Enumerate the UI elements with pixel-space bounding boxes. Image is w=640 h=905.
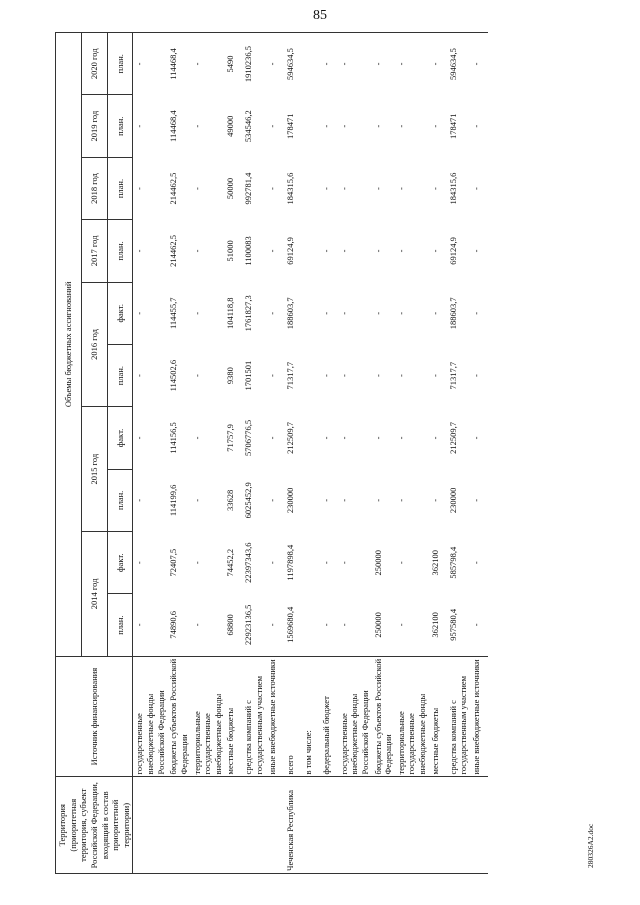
value-cell: -	[338, 33, 372, 96]
value-cell: -	[320, 561, 331, 565]
table-row	[284, 33, 302, 874]
territory-cell	[320, 777, 338, 874]
value-cell: -	[372, 311, 383, 315]
value-cell: 50000	[225, 177, 236, 200]
source-cell: территориальные государственные внебюджетные фонды	[395, 656, 429, 777]
header-territory: Территория (приоритетная территория, субъект Российской Федерации, входящий в состав приоритетной территории)	[56, 777, 133, 874]
table-row	[429, 33, 447, 874]
table-row	[470, 33, 488, 874]
header-plan: план.	[107, 594, 133, 656]
value-cell: -	[470, 561, 481, 565]
value-cell: 114468,4	[168, 110, 179, 142]
table-row	[266, 33, 284, 874]
value-cell: 9380	[225, 367, 236, 385]
value-cell: -	[372, 498, 383, 502]
value-cell: -	[191, 623, 202, 627]
territory-cell	[338, 777, 372, 874]
value-cell: -	[191, 436, 202, 440]
value-cell: -	[134, 374, 145, 378]
value-cell: 188603,7	[284, 297, 295, 330]
value-cell: -	[320, 311, 331, 315]
header-year: 2018 год	[81, 157, 107, 219]
header-volume: Объемы бюджетных ассигнований	[56, 33, 82, 657]
value-cell: -	[395, 623, 406, 627]
value-cell: -	[372, 436, 383, 440]
value-cell: 212509,7	[447, 422, 458, 454]
value-cell: 104118,8	[225, 297, 236, 330]
value-cell: 49000	[225, 115, 236, 137]
value-cell	[302, 594, 320, 656]
territory-cell	[429, 777, 447, 874]
territory-cell: Чеченская Республика	[284, 777, 302, 874]
source-cell: иные внебюджетные источники	[266, 656, 284, 777]
value-cell: -	[470, 124, 481, 128]
value-cell: -	[134, 498, 145, 502]
header-year: 2019 год	[81, 95, 107, 157]
value-cell: 594634,5	[447, 33, 470, 96]
value-cell: 69124,9	[447, 237, 458, 265]
value-cell: 250000	[372, 612, 383, 638]
header-plan: план.	[107, 95, 133, 157]
value-cell: -	[372, 187, 383, 190]
territory-cell	[470, 777, 488, 874]
value-cell: -	[429, 187, 440, 190]
value-cell: -	[266, 33, 284, 96]
value-cell: -	[320, 498, 331, 502]
source-cell: территориальные государственные внебюджетные фонды	[191, 656, 225, 777]
value-cell	[302, 33, 320, 96]
value-cell: -	[470, 33, 488, 96]
value-cell: -	[191, 374, 202, 378]
source-cell: бюджеты субъектов Российской Федерации	[167, 656, 190, 777]
value-cell: 534546,2	[243, 110, 254, 143]
value-cell: -	[338, 374, 349, 378]
value-cell: -	[395, 436, 406, 440]
header-year: 2015 год	[81, 407, 107, 532]
value-cell: -	[266, 561, 277, 565]
table-row	[447, 33, 470, 874]
value-cell: -	[191, 124, 202, 128]
table-row	[372, 33, 395, 874]
value-cell	[302, 220, 320, 282]
table-row	[395, 33, 429, 874]
value-cell: -	[191, 33, 225, 96]
value-cell: -	[429, 33, 447, 96]
header-plan: план.	[107, 344, 133, 406]
value-cell: 74890,6	[168, 611, 179, 639]
value-cell: -	[395, 249, 406, 253]
value-cell: 1100083	[243, 236, 254, 266]
value-cell: -	[266, 623, 277, 627]
header-fact: факт.	[107, 282, 133, 344]
table-row	[133, 33, 167, 874]
value-cell: 114455,7	[168, 297, 179, 330]
value-cell: 230000	[284, 487, 295, 514]
value-cell: -	[470, 374, 481, 378]
value-cell: 72407,5	[168, 548, 179, 577]
value-cell: 22923136,5	[243, 604, 254, 645]
territory-cell	[447, 777, 470, 874]
value-cell: 74452,2	[225, 548, 236, 577]
value-cell: -	[266, 187, 277, 190]
header-year: 2016 год	[81, 282, 107, 407]
header-year: 2017 год	[81, 220, 107, 282]
header-plan: план.	[107, 220, 133, 282]
source-cell: местные бюджеты	[429, 656, 447, 777]
value-cell: -	[372, 374, 383, 378]
value-cell: -	[266, 498, 277, 502]
value-cell: -	[338, 623, 349, 627]
value-cell: 1197898,4	[284, 544, 295, 581]
table-row	[338, 33, 372, 874]
value-cell: 114199,6	[168, 484, 179, 517]
value-cell: 230000	[447, 487, 458, 514]
value-cell: -	[338, 124, 349, 128]
value-cell: -	[266, 249, 277, 253]
value-cell: 188603,7	[447, 297, 458, 330]
value-cell: -	[134, 187, 145, 190]
value-cell: 184315,6	[284, 172, 295, 205]
value-cell	[302, 282, 320, 344]
value-cell: 214462,5	[168, 234, 179, 267]
value-cell: -	[134, 623, 145, 627]
value-cell: 71317,7	[447, 361, 458, 390]
value-cell: 178471	[284, 113, 295, 139]
source-cell: местные бюджеты	[224, 656, 242, 777]
header-plan: план.	[107, 157, 133, 219]
value-cell: 178471	[447, 113, 458, 139]
value-cell: -	[191, 561, 202, 565]
header-plan: план.	[107, 469, 133, 531]
source-cell: в том числе:	[302, 656, 320, 777]
header-fact: факт.	[107, 532, 133, 594]
source-cell: бюджеты субъектов Российской Федерации	[372, 656, 395, 777]
budget-table	[55, 32, 488, 874]
value-cell: 362100	[429, 549, 440, 576]
value-cell: -	[372, 124, 383, 128]
territory-cell	[133, 777, 167, 874]
value-cell: -	[395, 187, 406, 190]
table-body	[133, 33, 488, 874]
value-cell: -	[395, 33, 429, 96]
value-cell	[302, 407, 320, 469]
value-cell: -	[266, 436, 277, 440]
value-cell: -	[338, 498, 349, 502]
value-cell: -	[266, 311, 277, 315]
value-cell: -	[191, 498, 202, 502]
value-cell	[302, 95, 320, 157]
value-cell	[302, 469, 320, 531]
value-cell: -	[429, 436, 440, 440]
value-cell: -	[470, 498, 481, 502]
value-cell: -	[134, 561, 145, 565]
value-cell: -	[191, 311, 202, 315]
value-cell: -	[338, 249, 349, 253]
value-cell: 212509,7	[284, 422, 295, 454]
header-source: Источник финансирования	[56, 656, 133, 777]
footer-code: 280326А2.doc	[586, 823, 595, 868]
value-cell: -	[133, 33, 167, 96]
value-cell: -	[338, 436, 349, 440]
value-cell: -	[134, 311, 145, 315]
value-cell: -	[266, 374, 277, 378]
value-cell: 114156,5	[168, 422, 179, 454]
value-cell: 114502,6	[168, 359, 179, 392]
value-cell: 5490	[224, 33, 242, 96]
value-cell: -	[395, 374, 406, 378]
value-cell: 184315,6	[447, 172, 458, 205]
value-cell: -	[395, 561, 406, 565]
value-cell: -	[320, 623, 331, 627]
value-cell: -	[266, 124, 277, 128]
value-cell: 69124,9	[284, 237, 295, 265]
value-cell: 1910236,5	[242, 33, 265, 96]
header-year: 2020 год	[81, 33, 107, 96]
value-cell: 114468,4	[167, 33, 190, 96]
value-cell: 5706776,5	[243, 419, 254, 457]
value-cell: -	[320, 124, 331, 128]
page-number: 85	[313, 8, 327, 23]
value-cell: 1569680,4	[284, 606, 295, 643]
header-plan: план.	[107, 33, 133, 96]
value-cell: 68800	[225, 614, 236, 636]
value-cell: -	[191, 187, 202, 190]
source-cell: государственные внебюджетные фонды Российской Федерации	[133, 656, 167, 777]
value-cell: -	[320, 249, 331, 253]
value-cell: -	[470, 436, 481, 440]
value-cell: -	[429, 124, 440, 128]
header-fact: факт.	[107, 407, 133, 469]
value-cell: 594634,5	[284, 33, 302, 96]
value-cell: -	[134, 124, 145, 128]
value-cell: 71757,9	[225, 424, 236, 452]
value-cell: -	[429, 249, 440, 253]
value-cell: -	[338, 561, 349, 565]
source-cell: средства компаний с государственным участием	[447, 656, 470, 777]
value-cell: 214462,5	[168, 172, 179, 205]
value-cell: -	[134, 436, 145, 440]
value-cell: 33628	[225, 489, 236, 511]
territory-cell	[266, 777, 284, 874]
value-cell: -	[429, 311, 440, 315]
table-row	[224, 33, 242, 874]
territory-cell	[242, 777, 265, 874]
value-cell: -	[429, 374, 440, 378]
territory-cell	[395, 777, 429, 874]
value-cell: -	[395, 124, 406, 128]
territory-cell	[167, 777, 190, 874]
table-row	[320, 33, 338, 874]
header-year: 2014 год	[81, 532, 107, 657]
territory-cell	[224, 777, 242, 874]
source-cell: государственные внебюджетные фонды Российской Федерации	[338, 656, 372, 777]
value-cell	[302, 157, 320, 219]
value-cell: -	[320, 187, 331, 190]
value-cell: 362100	[429, 612, 440, 638]
territory-cell	[302, 777, 320, 874]
value-cell: -	[191, 249, 202, 253]
table-row	[191, 33, 225, 874]
value-cell: -	[338, 187, 349, 190]
source-cell: всего	[284, 656, 302, 777]
rotated-table-page	[55, 32, 615, 874]
value-cell	[302, 344, 320, 406]
value-cell: 250000	[372, 549, 383, 576]
value-cell: -	[470, 249, 481, 253]
territory-cell	[191, 777, 225, 874]
value-cell: -	[134, 249, 145, 253]
value-cell: 1761827,3	[243, 295, 254, 332]
value-cell: 71317,7	[284, 361, 295, 390]
value-cell: 22397343,6	[243, 542, 254, 583]
value-cell: -	[372, 249, 383, 253]
value-cell: -	[338, 311, 349, 315]
value-cell: -	[320, 33, 338, 96]
value-cell: -	[320, 374, 331, 378]
value-cell: -	[470, 311, 481, 315]
table-row	[242, 33, 265, 874]
value-cell: -	[395, 311, 406, 315]
table-row	[302, 33, 320, 874]
value-cell: 51000	[225, 240, 236, 262]
value-cell: -	[470, 623, 481, 627]
value-cell: 6025452,9	[243, 482, 254, 519]
source-cell: иные внебюджетные источники	[470, 656, 488, 777]
value-cell: -	[395, 498, 406, 502]
value-cell: -	[372, 33, 395, 96]
territory-cell	[372, 777, 395, 874]
value-cell: -	[320, 436, 331, 440]
source-cell: федеральный бюджет	[320, 656, 338, 777]
value-cell: 992781,4	[243, 172, 254, 205]
value-cell: 957580,4	[447, 608, 458, 641]
value-cell: -	[470, 187, 481, 190]
value-cell: 585798,4	[447, 546, 458, 579]
table-row	[167, 33, 190, 874]
value-cell: -	[429, 498, 440, 502]
source-cell: средства компаний с государственным участием	[242, 656, 265, 777]
value-cell	[302, 532, 320, 594]
value-cell: 1701501	[243, 360, 254, 391]
